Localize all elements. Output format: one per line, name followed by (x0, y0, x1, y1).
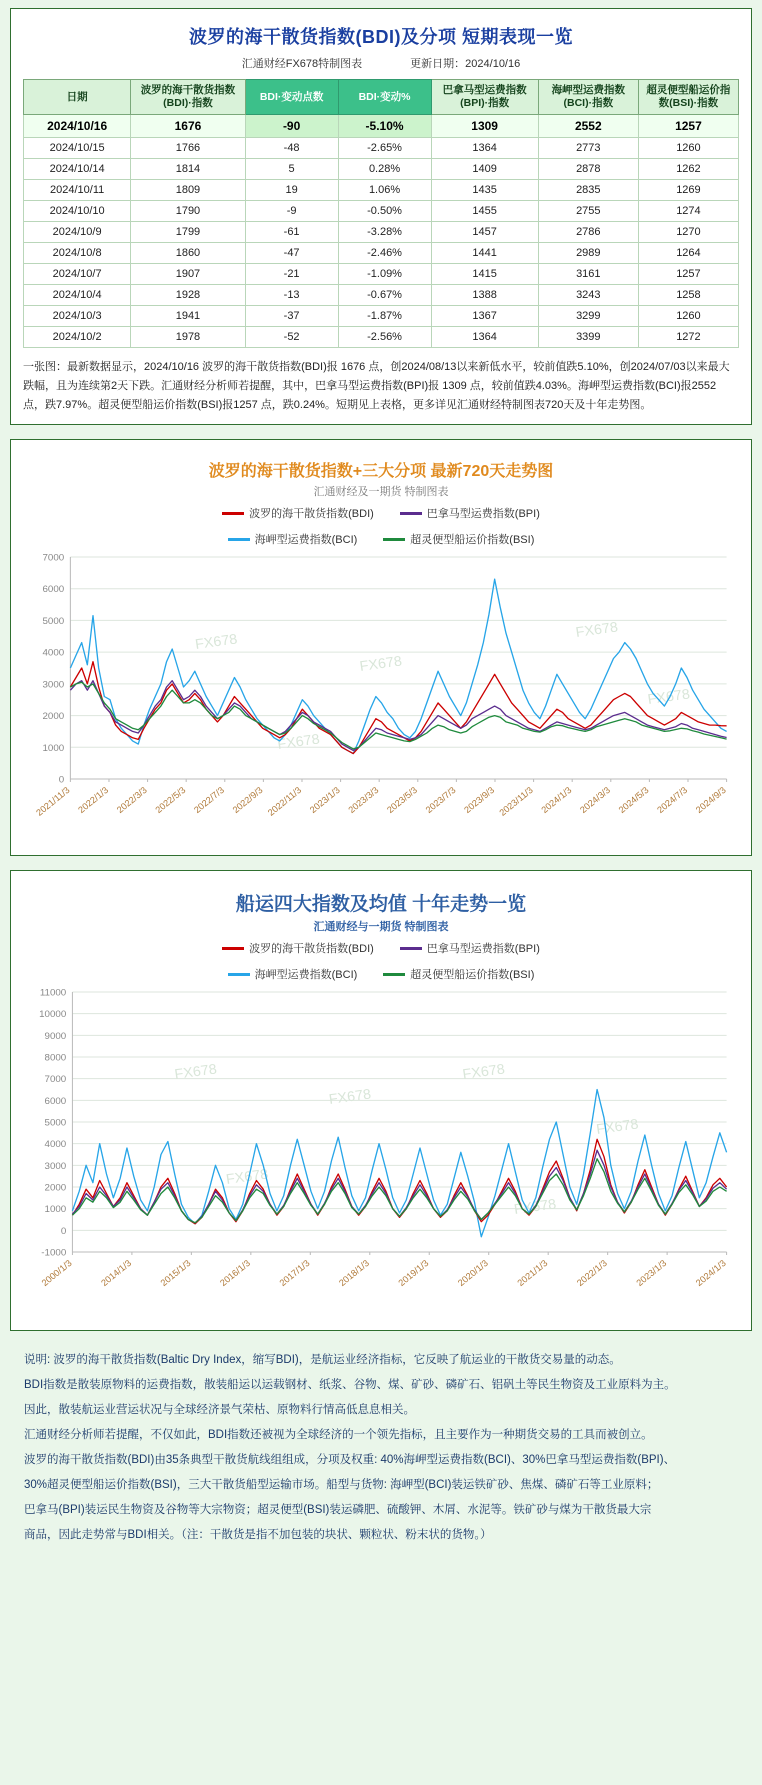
legend-swatch-icon (222, 947, 244, 950)
row-bci: 2773 (538, 138, 638, 159)
legend-item (383, 966, 534, 982)
row-bsi: 1272 (638, 327, 738, 348)
svg-text:2024/7/3: 2024/7/3 (655, 785, 690, 816)
legend-item (228, 966, 358, 982)
col-bci: 海岬型运费指数(BCI)·指数 (538, 80, 638, 115)
col-date: 日期 (24, 80, 131, 115)
legend-label: 超灵便型船运价指数(BSI) (410, 534, 535, 547)
chart-720-legend (166, 505, 596, 547)
row-bdi: 1676 (131, 115, 245, 138)
row-bdi: 1907 (131, 264, 245, 285)
legend-label: 巴拿马型运费指数(BPI) (426, 943, 540, 956)
row-date: 2024/10/15 (24, 138, 131, 159)
svg-text:9000: 9000 (44, 1031, 67, 1043)
svg-text:10000: 10000 (39, 1009, 67, 1021)
col-bpi: 巴拿马型运费指数(BPI)·指数 (431, 80, 538, 115)
row-bdi-change-pct: -5.10% (338, 115, 431, 138)
description-line: 说明: 波罗的海干散货指数(Baltic Dry Index，缩写BDI)，是航运业经济指标，它反映了航运业的干散货交易量的动态。 (24, 1354, 621, 1367)
svg-text:2019/1/3: 2019/1/3 (396, 1258, 431, 1289)
chart-10y-legend (166, 940, 596, 982)
row-bdi-change: -37 (245, 306, 338, 327)
row-bdi-change-pct: -2.46% (338, 243, 431, 264)
svg-text:2022/11/3: 2022/11/3 (265, 785, 304, 819)
svg-text:FX678: FX678 (358, 653, 403, 676)
svg-text:1000: 1000 (44, 1204, 67, 1216)
table-row (24, 306, 739, 327)
row-bci: 3299 (538, 306, 638, 327)
svg-text:FX678: FX678 (276, 731, 321, 754)
row-bdi: 1860 (131, 243, 245, 264)
row-bci: 2786 (538, 222, 638, 243)
row-bdi-change: -47 (245, 243, 338, 264)
row-bsi: 1258 (638, 285, 738, 306)
row-bdi-change-pct: 1.06% (338, 180, 431, 201)
description-block (10, 1345, 752, 1559)
legend-swatch-icon (400, 947, 422, 950)
row-bdi-change: 19 (245, 180, 338, 201)
row-bdi-change: -90 (245, 115, 338, 138)
chart-10y-panel (10, 870, 752, 1331)
svg-text:2024/1/3: 2024/1/3 (693, 1258, 728, 1289)
svg-text:2023/1/3: 2023/1/3 (307, 785, 342, 816)
row-bdi-change: -9 (245, 201, 338, 222)
row-bsi: 1257 (638, 264, 738, 285)
row-bci: 2878 (538, 159, 638, 180)
legend-item (383, 531, 534, 547)
row-bdi-change-pct: -1.87% (338, 306, 431, 327)
svg-text:2018/1/3: 2018/1/3 (337, 1258, 372, 1289)
svg-text:2024/9/3: 2024/9/3 (693, 785, 728, 816)
row-date: 2024/10/4 (24, 285, 131, 306)
table-row (24, 264, 739, 285)
chart-720-title: 波罗的海干散货指数+三大分项 最新720天走势图 (208, 463, 554, 481)
svg-text:FX678: FX678 (646, 686, 691, 709)
chart-720-plot (21, 549, 741, 849)
svg-text:FX678: FX678 (574, 619, 619, 642)
row-date: 2024/10/7 (24, 264, 131, 285)
legend-item (228, 531, 358, 547)
svg-text:2014/1/3: 2014/1/3 (99, 1258, 134, 1289)
row-bpi: 1388 (431, 285, 538, 306)
svg-text:2023/1/3: 2023/1/3 (634, 1258, 669, 1289)
description-line: 因此，散装航运业营运状况与全球经济景气荣枯、原物料行情高低息息相关。 (24, 1404, 415, 1417)
table-row (24, 159, 739, 180)
row-bpi: 1415 (431, 264, 538, 285)
row-date: 2024/10/3 (24, 306, 131, 327)
description-line: BDI指数是散装原物料的运费指数，散装船运以运载钢材、纸浆、谷物、煤、矿砂、磷矿石、铝矾土等民生物资及工业原料为主。 (24, 1379, 676, 1392)
legend-label: 波罗的海干散货指数(BDI) (249, 943, 374, 956)
table-row (24, 285, 739, 306)
row-date: 2024/10/14 (24, 159, 131, 180)
svg-text:7000: 7000 (44, 1074, 67, 1086)
row-bdi-change: -61 (245, 222, 338, 243)
row-bdi-change: -21 (245, 264, 338, 285)
row-bdi-change: -48 (245, 138, 338, 159)
legend-label: 波罗的海干散货指数(BDI) (249, 508, 374, 521)
legend-swatch-icon (400, 512, 422, 515)
table-body (24, 115, 739, 348)
svg-text:7000: 7000 (42, 552, 65, 564)
row-bci: 2989 (538, 243, 638, 264)
row-bpi: 1441 (431, 243, 538, 264)
bdi-table-panel (10, 8, 752, 425)
table-source: 汇通财经FX678特制图表 (241, 58, 363, 70)
row-bpi: 1309 (431, 115, 538, 138)
row-bdi: 1766 (131, 138, 245, 159)
svg-text:2022/7/3: 2022/7/3 (192, 785, 227, 816)
svg-text:2000/1/3: 2000/1/3 (39, 1258, 74, 1289)
table-row (24, 115, 739, 138)
svg-text:FX678: FX678 (513, 1196, 558, 1219)
row-bdi-change-pct: -0.67% (338, 285, 431, 306)
row-bdi-change-pct: -1.09% (338, 264, 431, 285)
row-bpi: 1367 (431, 306, 538, 327)
chart-10y-title: 船运四大指数及均值 十年走势一览 (235, 894, 527, 916)
svg-text:4000: 4000 (44, 1139, 67, 1151)
table-note: 一张图：最新数据显示，2024/10/16 波罗的海干散货指数(BDI)报 1676 点，创2024/08/13以来新低水平，较前值跌5.10%，创2024/07/03以来最大跌幅，且为连续第2天下跌。汇通财经分析师若提醒，其中，巴拿马型运费指数(BPI)报 1309 点，较前值跌4.03%。海岬型运费指数(BCI)报2552 点，跌7.97%。超灵便型船运价指数(BSI)报1257 点，跌0.24%。短期见上表格，更多详见汇通财经特制图表720天及十年走势图。 (23, 361, 730, 411)
legend-swatch-icon (228, 973, 250, 976)
svg-text:2023/3/3: 2023/3/3 (346, 785, 381, 816)
svg-text:FX678: FX678 (461, 1061, 506, 1084)
row-bsi: 1264 (638, 243, 738, 264)
row-bci: 3243 (538, 285, 638, 306)
svg-text:2024/1/3: 2024/1/3 (539, 785, 574, 816)
svg-text:2021/1/3: 2021/1/3 (515, 1258, 550, 1289)
row-date: 2024/10/10 (24, 201, 131, 222)
svg-text:11000: 11000 (39, 987, 67, 999)
legend-label: 海岬型运费指数(BCI) (254, 534, 358, 547)
svg-text:0: 0 (60, 1226, 67, 1238)
row-date: 2024/10/8 (24, 243, 131, 264)
svg-text:2021/11/3: 2021/11/3 (34, 785, 72, 819)
row-bsi: 1260 (638, 306, 738, 327)
svg-text:6000: 6000 (44, 1096, 67, 1108)
table-row (24, 138, 739, 159)
svg-text:2022/1/3: 2022/1/3 (574, 1258, 609, 1289)
chart-720-subtitle: 汇通财经及一期货 特制图表 (313, 486, 449, 499)
row-date: 2024/10/16 (24, 115, 131, 138)
legend-swatch-icon (383, 538, 405, 541)
row-bsi: 1257 (638, 115, 738, 138)
description-line: 商品，因此走势常与BDI相关。（注：干散货是指不加包装的块状、颗粒状、粉末状的货物。） (24, 1529, 492, 1542)
row-bdi-change-pct: -2.56% (338, 327, 431, 348)
svg-text:FX678: FX678 (327, 1086, 373, 1109)
row-bdi: 1814 (131, 159, 245, 180)
svg-text:2016/1/3: 2016/1/3 (218, 1258, 253, 1289)
row-bsi: 1269 (638, 180, 738, 201)
row-bdi: 1809 (131, 180, 245, 201)
row-bsi: 1262 (638, 159, 738, 180)
table-row (24, 201, 739, 222)
svg-text:FX678: FX678 (194, 631, 239, 654)
legend-label: 超灵便型船运价指数(BSI) (410, 969, 535, 982)
table-row (24, 222, 739, 243)
svg-text:-1000: -1000 (41, 1247, 67, 1259)
svg-text:1000: 1000 (42, 743, 65, 755)
row-bsi: 1270 (638, 222, 738, 243)
row-bdi: 1799 (131, 222, 245, 243)
row-bpi: 1457 (431, 222, 538, 243)
svg-text:2000: 2000 (42, 711, 65, 723)
svg-text:2023/7/3: 2023/7/3 (423, 785, 458, 816)
row-bci: 2835 (538, 180, 638, 201)
row-bci: 3399 (538, 327, 638, 348)
row-bdi-change: -13 (245, 285, 338, 306)
legend-item (222, 505, 374, 521)
svg-text:5000: 5000 (42, 616, 65, 628)
row-bpi: 1364 (431, 327, 538, 348)
row-bci: 2755 (538, 201, 638, 222)
row-bdi: 1790 (131, 201, 245, 222)
row-bdi: 1941 (131, 306, 245, 327)
row-bci: 2552 (538, 115, 638, 138)
row-date: 2024/10/9 (24, 222, 131, 243)
row-bdi-change-pct: -3.28% (338, 222, 431, 243)
svg-text:2023/11/3: 2023/11/3 (497, 785, 535, 819)
chart-720-panel (10, 439, 752, 856)
row-bdi: 1928 (131, 285, 245, 306)
table-row (24, 327, 739, 348)
col-bsi: 超灵便型船运价指数(BSI)·指数 (638, 80, 738, 115)
row-bpi: 1364 (431, 138, 538, 159)
svg-text:0: 0 (58, 774, 65, 786)
row-bdi-change-pct: 0.28% (338, 159, 431, 180)
legend-label: 巴拿马型运费指数(BPI) (426, 508, 540, 521)
row-date: 2024/10/11 (24, 180, 131, 201)
table-subline (23, 55, 739, 71)
legend-item (222, 940, 374, 956)
svg-text:6000: 6000 (42, 584, 65, 596)
svg-text:2020/1/3: 2020/1/3 (455, 1258, 491, 1289)
svg-text:3000: 3000 (42, 679, 65, 691)
legend-item (400, 940, 540, 956)
bdi-table (23, 79, 739, 348)
row-bdi-change: -52 (245, 327, 338, 348)
svg-text:FX678: FX678 (595, 1116, 640, 1139)
row-bpi: 1435 (431, 180, 538, 201)
col-bdi-change: BDI·变动点数 (245, 80, 338, 115)
legend-label: 海岬型运费指数(BCI) (254, 969, 358, 982)
row-bsi: 1260 (638, 138, 738, 159)
svg-text:2017/1/3: 2017/1/3 (277, 1258, 312, 1289)
svg-text:2024/5/3: 2024/5/3 (616, 785, 651, 816)
row-bdi-change-pct: -0.50% (338, 201, 431, 222)
legend-swatch-icon (222, 512, 244, 515)
svg-text:2022/5/3: 2022/5/3 (153, 785, 188, 816)
table-header-row (24, 80, 739, 115)
col-bdi: 波罗的海干散货指数(BDI)·指数 (131, 80, 245, 115)
svg-text:2000: 2000 (44, 1182, 67, 1194)
row-bpi: 1409 (431, 159, 538, 180)
svg-text:2023/5/3: 2023/5/3 (385, 785, 420, 816)
chart-10y-subtitle: 汇通财经与一期货 特制图表 (313, 921, 449, 934)
table-update-date: 更新日期：2024/10/16 (410, 58, 521, 70)
svg-text:2015/1/3: 2015/1/3 (158, 1258, 193, 1289)
svg-text:FX678: FX678 (225, 1166, 270, 1189)
chart-10y-plot (21, 984, 741, 1324)
svg-text:2022/1/3: 2022/1/3 (76, 785, 111, 816)
table-row (24, 180, 739, 201)
svg-text:8000: 8000 (44, 1052, 67, 1064)
row-date: 2024/10/2 (24, 327, 131, 348)
page-title: 波罗的海干散货指数(BDI)及分项 短期表现一览 (189, 27, 573, 47)
svg-text:3000: 3000 (44, 1161, 67, 1173)
svg-text:2022/9/3: 2022/9/3 (230, 785, 265, 816)
legend-swatch-icon (383, 973, 405, 976)
description-line: 波罗的海干散货指数(BDI)由35条典型干散货航线组组成，分项及权重: 40%海岬型运费指数(BCI)、30%巴拿马型运费指数(BPI)、 (24, 1454, 676, 1467)
col-bdi-change-pct: BDI·变动% (338, 80, 431, 115)
row-bdi-change: 5 (245, 159, 338, 180)
table-row (24, 243, 739, 264)
svg-text:2023/9/3: 2023/9/3 (462, 785, 497, 816)
row-bsi: 1274 (638, 201, 738, 222)
description-line: 汇通财经分析师若提醒，不仅如此，BDI指数还被视为全球经济的一个领先指标，且主要作为一种期货交易的工具而被创立。 (24, 1429, 653, 1442)
legend-item (400, 505, 540, 521)
svg-text:5000: 5000 (44, 1117, 67, 1129)
row-bdi: 1978 (131, 327, 245, 348)
row-bdi-change-pct: -2.65% (338, 138, 431, 159)
description-line: 巴拿马(BPI)装运民生物资及谷物等大宗物资；超灵便型(BSI)装运磷肥、硫酸钾、木屑、水泥等。铁矿砂与煤为干散货最大宗 (24, 1504, 652, 1517)
svg-text:FX678: FX678 (173, 1061, 218, 1084)
description-line: 30%超灵便型船运价指数(BSI)，三大干散货船型运输市场。船型与货物: 海岬型(BCI)装运铁矿砂、焦煤、磷矿石等工业原料； (24, 1479, 659, 1492)
svg-text:2024/3/3: 2024/3/3 (578, 785, 613, 816)
row-bci: 3161 (538, 264, 638, 285)
row-bpi: 1455 (431, 201, 538, 222)
svg-text:4000: 4000 (42, 648, 65, 659)
svg-text:2022/3/3: 2022/3/3 (114, 785, 149, 816)
legend-swatch-icon (228, 538, 250, 541)
